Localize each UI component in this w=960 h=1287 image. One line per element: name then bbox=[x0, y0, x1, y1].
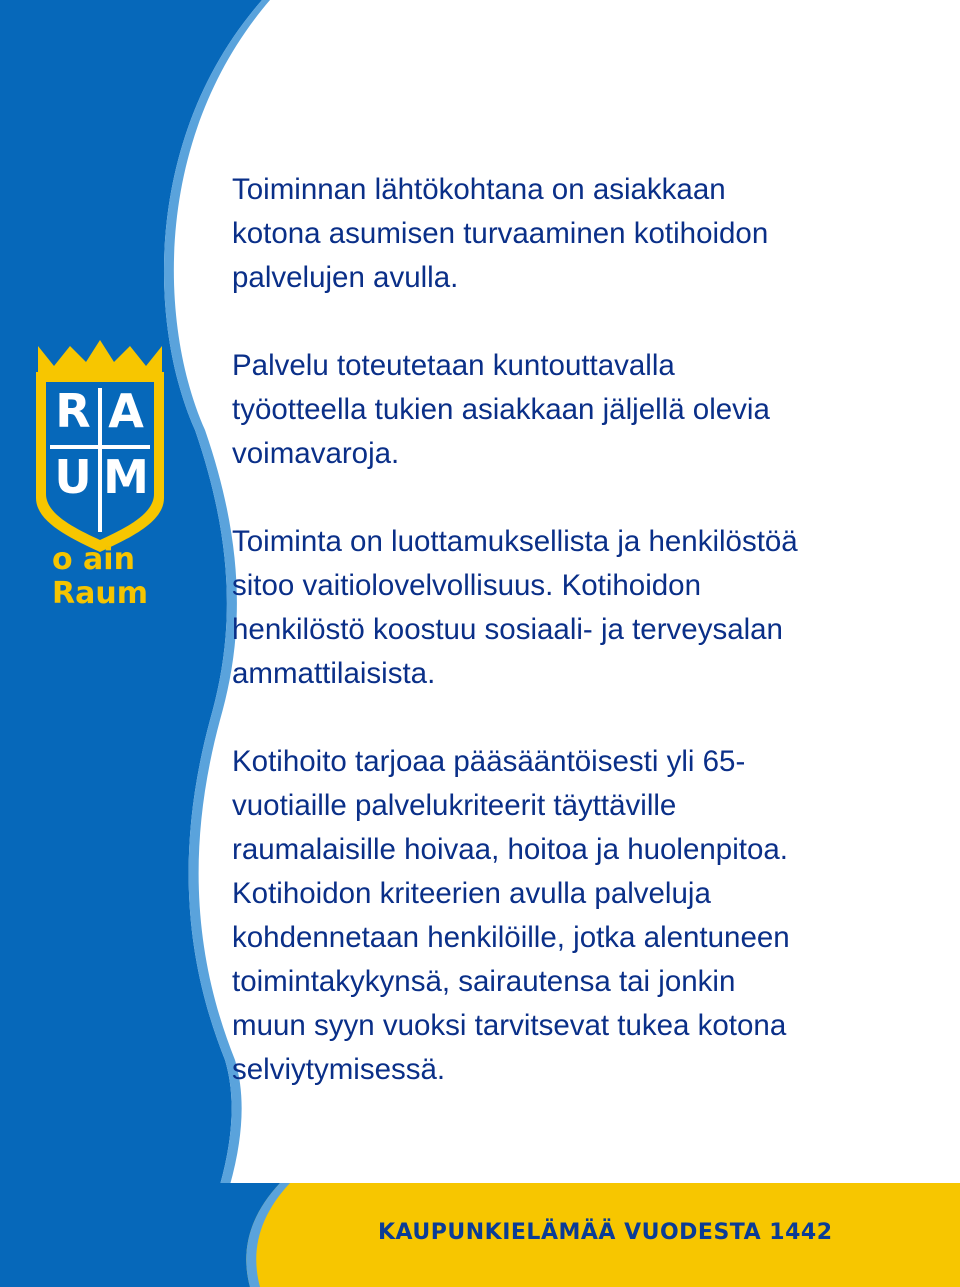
paragraph-4: Kotihoito tarjoaa pääsääntöisesti yli 65- vuotiaille palvelukriteerit täyttäville raumalaisille hoivaa, hoitoa ja huolenpitoa. Kotihoidon kriteerien avulla palveluja kohdennetaan henkilöille, jotka alentuneen toimintakykynsä, sairautensa tai jonkin muun syyn vuoksi tarvitsevat tukea kotona selviytymisessä. bbox=[232, 745, 790, 1086]
blue-wave-shape bbox=[0, 0, 262, 1287]
footer-slogan: KAUPUNKIELÄMÄÄ VUODESTA 1442 bbox=[378, 1220, 833, 1245]
logo-letter-r: R bbox=[55, 384, 91, 438]
main-text bbox=[232, 168, 932, 1092]
logo-letter-a: A bbox=[108, 384, 144, 438]
logo-letter-u: U bbox=[54, 450, 92, 504]
paragraph-3: Toiminta on luottamuksellista ja henkilöstöä sitoo vaitiolovelvollisuus. Kotihoidon henkilöstö koostuu sosiaali- ja terveysalan ammattilaisista. bbox=[232, 525, 798, 690]
raum-logo bbox=[30, 336, 170, 616]
paragraph-2: Palvelu toteutetaan kuntouttavalla työotteella tukien asiakkaan jäljellä olevia voimavaroja. bbox=[232, 349, 770, 470]
logo-slogan-line2: Raum bbox=[52, 576, 148, 611]
logo-slogan-line1: o ain bbox=[52, 542, 135, 577]
paragraph-1: Toiminnan lähtökohtana on asiakkaan kotona asumisen turvaaminen kotihoidon palvelujen avulla. bbox=[232, 173, 769, 294]
logo-letter-m: M bbox=[103, 450, 149, 504]
